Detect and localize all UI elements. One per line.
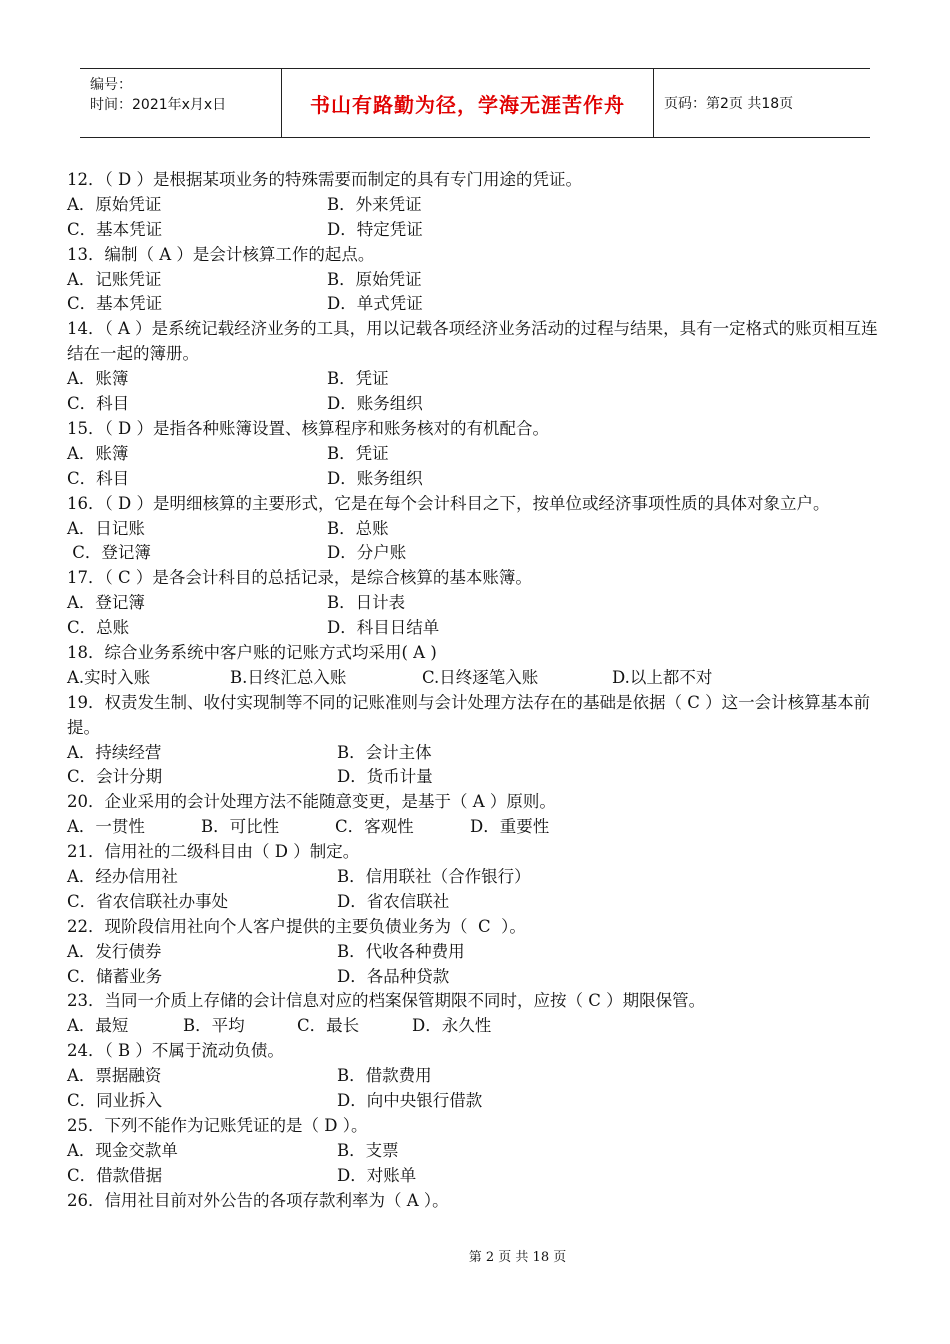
option-item: C．总账: [67, 618, 130, 638]
option-item: A．最短: [67, 1016, 129, 1036]
option-item: C．基本凭证: [67, 294, 163, 314]
option-item: D．永久性: [412, 1016, 492, 1036]
option-item: B．信用联社（合作银行）: [337, 867, 531, 887]
option-item: D．对账单: [337, 1165, 417, 1185]
option-row: [67, 616, 887, 641]
option-item: C．科目: [67, 468, 130, 488]
option-item: A．账簿: [67, 443, 129, 463]
option-item: B．总账: [327, 518, 389, 538]
question-stem: 26．信用社目前对外公告的各项存款利率为（ A ）。: [67, 1190, 449, 1210]
option-item: C．借款借据: [67, 1165, 163, 1185]
option-item: B．原始凭证: [327, 269, 422, 289]
option-item: C．登记簿: [67, 543, 151, 563]
question-stem: 24．（ B ）不属于流动负债。: [67, 1041, 284, 1061]
question-stem: 23．当同一介质上存储的会计信息对应的档案保管期限不同时，应按（ C ）期限保管。: [67, 991, 706, 1011]
option-row: [67, 1089, 887, 1114]
header-meta-cell: [80, 69, 282, 137]
question-stem: 15．（ D ）是指各种账簿设置、核算程序和账务核对的有机配合。: [67, 418, 549, 438]
option-item: D．科目日结单: [327, 618, 440, 638]
question-stem: 25．下列不能作为记账凭证的是（ D ）。: [67, 1115, 368, 1135]
option-row: [67, 591, 887, 616]
question-stem: 14．（ A ）是系统记载经济业务的工具，用以记载各项经济业务活动的过程与结果，具有一定格式的账页相互连结在一起的簿册。: [67, 319, 878, 364]
option-row: [67, 1139, 887, 1164]
question-stem: 16．（ D ）是明细核算的主要形式，它是在每个会计科目之下，按单位或经济事项性质的具体对象立户。: [67, 493, 830, 513]
option-item: A．持续经营: [67, 742, 162, 762]
question-stem: 20．企业采用的会计处理方法不能随意变更，是基于（ A ）原则。: [67, 792, 556, 812]
option-item: D．账务组织: [327, 394, 423, 414]
option-row: [67, 815, 887, 840]
option-item: B.日终汇总入账: [230, 667, 347, 687]
option-item: A．日记账: [67, 518, 145, 538]
option-row: [67, 292, 887, 317]
option-item: B．凭证: [327, 443, 389, 463]
option-item: D．各品种贷款: [337, 966, 450, 986]
option-row: [67, 1064, 887, 1089]
option-item: D．省农信联社: [337, 891, 450, 911]
option-row: [67, 193, 887, 218]
option-item: A．记账凭证: [67, 269, 162, 289]
option-item: A．现金交款单: [67, 1140, 178, 1160]
option-item: A．登记簿: [67, 593, 145, 613]
option-row: [67, 517, 887, 542]
option-item: C．客观性: [335, 817, 414, 837]
date-label: 时间：2021年x月x日: [90, 97, 227, 113]
option-item: C.日终逐笔入账: [422, 667, 539, 687]
option-item: A.实时入账: [67, 667, 151, 687]
option-row: [67, 940, 887, 965]
option-row: [67, 268, 887, 293]
page-info: 页码：第2页 共18页: [664, 96, 794, 112]
serial-label: 编号：: [90, 77, 132, 93]
option-item: C．省农信联社办事处: [67, 891, 229, 911]
footer-page-number: 第 2 页 共 18 页: [468, 1250, 567, 1265]
question-list: [67, 168, 887, 1213]
option-item: A．一贯性: [67, 817, 145, 837]
option-item: C．会计分期: [67, 767, 163, 787]
option-item: B．日计表: [327, 593, 406, 613]
question-stem: 21．信用社的二级科目由（ D ）制定。: [67, 842, 360, 862]
option-item: C．同业拆入: [67, 1091, 163, 1111]
header-page-cell: [654, 69, 870, 137]
option-item: D.以上都不对: [612, 667, 713, 687]
motto-text: 书山有路勤为径，学海无涯苦作舟: [310, 92, 625, 117]
option-item: C．科目: [67, 394, 130, 414]
option-item: D．单式凭证: [327, 294, 423, 314]
option-item: D．货币计量: [337, 767, 433, 787]
question-stem: 22．现阶段信用社向个人客户提供的主要负债业务为（ C ）。: [67, 916, 526, 936]
option-row: [67, 367, 887, 392]
option-item: D．分户账: [327, 543, 407, 563]
option-row: [67, 666, 887, 691]
document-header: [80, 68, 870, 138]
option-item: B．外来凭证: [327, 194, 422, 214]
option-item: D．账务组织: [327, 468, 423, 488]
option-row: [67, 467, 887, 492]
option-item: A．票据融资: [67, 1066, 162, 1086]
option-row: [67, 392, 887, 417]
option-item: B．可比性: [201, 817, 280, 837]
option-item: B．代收各种费用: [337, 941, 465, 961]
option-item: B．借款费用: [337, 1066, 432, 1086]
option-item: A．账簿: [67, 369, 129, 389]
question-stem: 12．（ D ）是根据某项业务的特殊需要而制定的具有专门用途的凭证。: [67, 170, 582, 189]
option-item: A．经办信用社: [67, 867, 178, 887]
question-stem: 18．综合业务系统中客户账的记账方式均采用( A ): [67, 642, 437, 662]
question-stem: 19．权责发生制、收付实现制等不同的记账准则与会计处理方法存在的基础是依据（ C ）这一会计核算基本前提。: [67, 692, 871, 737]
page-footer: [0, 1246, 950, 1265]
option-row: [67, 965, 887, 990]
question-stem: 17．（ C ）是各会计科目的总括记录，是综合核算的基本账簿。: [67, 568, 532, 588]
option-row: [67, 541, 887, 566]
option-item: B．凭证: [327, 369, 389, 389]
option-item: B．平均: [183, 1016, 245, 1036]
option-item: B．会计主体: [337, 742, 432, 762]
option-row: [67, 890, 887, 915]
option-row: [67, 218, 887, 243]
option-item: D．向中央银行借款: [337, 1091, 483, 1111]
option-row: [67, 1164, 887, 1189]
question-stem: 13．编制（ A ）是会计核算工作的起点。: [67, 244, 375, 264]
option-item: C．储蓄业务: [67, 966, 163, 986]
option-item: D．特定凭证: [327, 219, 423, 239]
option-row: [67, 1014, 887, 1039]
header-motto-cell: [282, 69, 654, 137]
option-row: [67, 741, 887, 766]
option-item: B．支票: [337, 1140, 399, 1160]
option-item: C．基本凭证: [67, 219, 163, 239]
option-row: [67, 865, 887, 890]
option-item: C．最长: [297, 1016, 360, 1036]
option-item: A．原始凭证: [67, 194, 162, 214]
option-row: [67, 765, 887, 790]
option-item: A．发行债券: [67, 941, 162, 961]
option-row: [67, 442, 887, 467]
option-item: D．重要性: [470, 817, 550, 837]
